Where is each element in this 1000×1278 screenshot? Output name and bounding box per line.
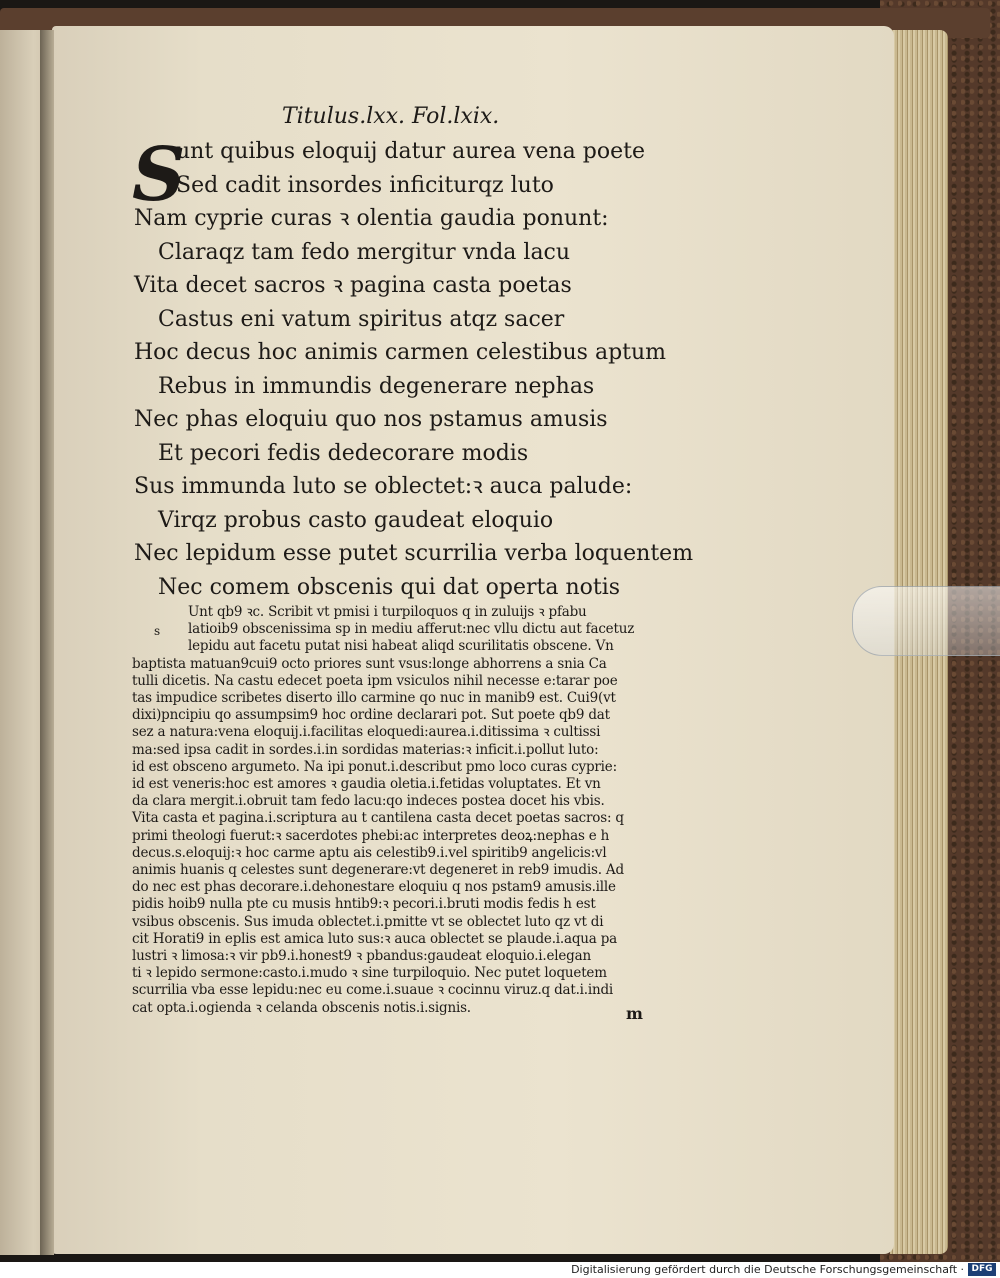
verse-line: Castus eni vatum spiritus atqz sacer bbox=[158, 306, 565, 332]
signature-mark: m bbox=[626, 1004, 643, 1023]
running-header: Titulus.lxx. Fol.lxix. bbox=[282, 104, 500, 129]
transparent-bookmark bbox=[852, 586, 1000, 656]
commentary-line: pidis hoib9 nulla pte cu musis hntib9:ꝛ pecori.i.bruti modis fedis h est bbox=[132, 896, 596, 913]
verse-line: Rebus in immundis degenerare nephas bbox=[158, 373, 595, 399]
commentary-line: Vita casta et pagina.i.scriptura au t cantilena casta decet poetas sacros: q bbox=[132, 810, 624, 827]
verse-line: Hoc decus hoc animis carmen celestibus aptum bbox=[134, 340, 667, 365]
verse-line: Nec phas eloquiu quo nos pstamus amusis bbox=[134, 407, 608, 432]
verse-line: Sed cadit insordes inficiturqz luto bbox=[176, 172, 554, 198]
decorated-initial: S bbox=[132, 132, 186, 218]
verse-line: Sus immunda luto se oblectet:ꝛ auca palude: bbox=[134, 474, 633, 499]
commentary-line: do nec est phas decorare.i.dehonestare eloquiu q nos pstam9 amusis.ille bbox=[132, 879, 616, 896]
commentary-line: animis huanis q celestes sunt degenerare:vt degeneret in reb9 imudis. Ad bbox=[132, 862, 624, 878]
verse-line: Virqz probus casto gaudeat eloquio bbox=[158, 507, 554, 533]
commentary-line: vsibus obscenis. Sus imuda oblectet.i.pmitte vt se oblectet luto qz vt di bbox=[132, 913, 604, 930]
commentary-line: primi theologi fuerut:ꝛ sacerdotes phebi:ac interpretes deoꝝ:nephas e h bbox=[132, 827, 610, 844]
commentary-line: ti ꝛ lepido sermone:casto.i.mudo ꝛ sine turpiloquio. Nec putet loquetem bbox=[132, 965, 607, 982]
verse-line: Nam cyprie curas ꝛ olentia gaudia ponunt: bbox=[134, 206, 609, 231]
verse-line: unt quibus eloquij datur aurea vena poete bbox=[176, 139, 645, 164]
commentary-line: cit Horati9 in eplis est amica luto sus:ꝛ auca oblectet se plaude.i.aqua pa bbox=[132, 930, 618, 947]
page-gutter bbox=[40, 30, 54, 1255]
commentary-line: baptista matuan9cui9 octo priores sunt vsus:longe abhorrens a snia Ca bbox=[132, 655, 607, 672]
verse-line: Vita decet sacros ꝛ pagina casta poetas bbox=[134, 273, 572, 298]
marginal-letter: s bbox=[154, 624, 161, 638]
commentary-line: cat opta.i.ogienda ꝛ celanda obscenis notis.i.signis. bbox=[132, 999, 471, 1016]
commentary-line: da clara mergit.i.obruit tam fedo lacu:qo indeces postea docet his vbis. bbox=[132, 793, 605, 810]
commentary-line: Unt qb9 ꝛc. Scribit vt pmisi i turpiloquos q in zuluijs ꝛ pfabu bbox=[188, 604, 587, 620]
commentary-line: lepidu aut facetu putat nisi habeat aliqd scurilitatis obscene. Vn bbox=[188, 638, 614, 655]
commentary-line: tas impudice scribetes diserto illo carmine qo nuc in manib9 est. Cui9(vt bbox=[132, 690, 616, 706]
verse-line: Nec lepidum esse putet scurrilia verba loquentem bbox=[134, 541, 694, 566]
commentary-line: sez a natura:vena eloquij.i.facilitas eloquedi:aurea.i.ditissima ꝛ cultissi bbox=[132, 724, 601, 741]
commentary-line: ma:sed ipsa cadit in sordes.i.in sordidas materias:ꝛ inficit.i.pollut luto: bbox=[132, 741, 599, 758]
footer-credit: Digitalisierung gefördert durch die Deutsche Forschungsgemeinschaft · bbox=[571, 1263, 964, 1276]
commentary-line: scurrilia vba esse lepidu:nec eu come.i.suaue ꝛ cocinnu viruz.q dat.i.indi bbox=[132, 982, 614, 999]
commentary-line: id est veneris:hoc est amores ꝛ gaudia oletia.i.fetidas voluptates. Et vn bbox=[132, 776, 601, 792]
commentary-line: tulli dicetis. Na castu edecet poeta ipm vsiculos nihil necesse e:tarar poe bbox=[132, 672, 618, 689]
commentary-line: id est obsceno argumeto. Na ipi ponut.i.describut pmo loco curas cyprie: bbox=[132, 758, 617, 775]
commentary-line: latioib9 obscenissima sp in mediu afferut:nec vllu dictu aut facetuz bbox=[188, 621, 635, 638]
commentary-line: lustri ꝛ limosa:ꝛ vir pb9.i.honest9 ꝛ pbandus:gaudeat eloquio.i.elegan bbox=[132, 948, 591, 964]
verse-line: Claraqz tam fedo mergitur vnda lacu bbox=[158, 239, 571, 265]
commentary-line: decus.s.eloquij:ꝛ hoc carme aptu ais celestib9.i.vel spiritib9 angelicis:vl bbox=[132, 844, 607, 861]
verse-line: Et pecori fedis dedecorare modis bbox=[158, 440, 529, 466]
verse-line: Nec comem obscenis qui dat operta notis bbox=[158, 574, 621, 600]
commentary-line: dixi)pncipiu qo assumpsim9 hoc ordine declarari pot. Sut poete qb9 dat bbox=[132, 707, 610, 724]
dfg-logo: DFG bbox=[968, 1263, 996, 1276]
